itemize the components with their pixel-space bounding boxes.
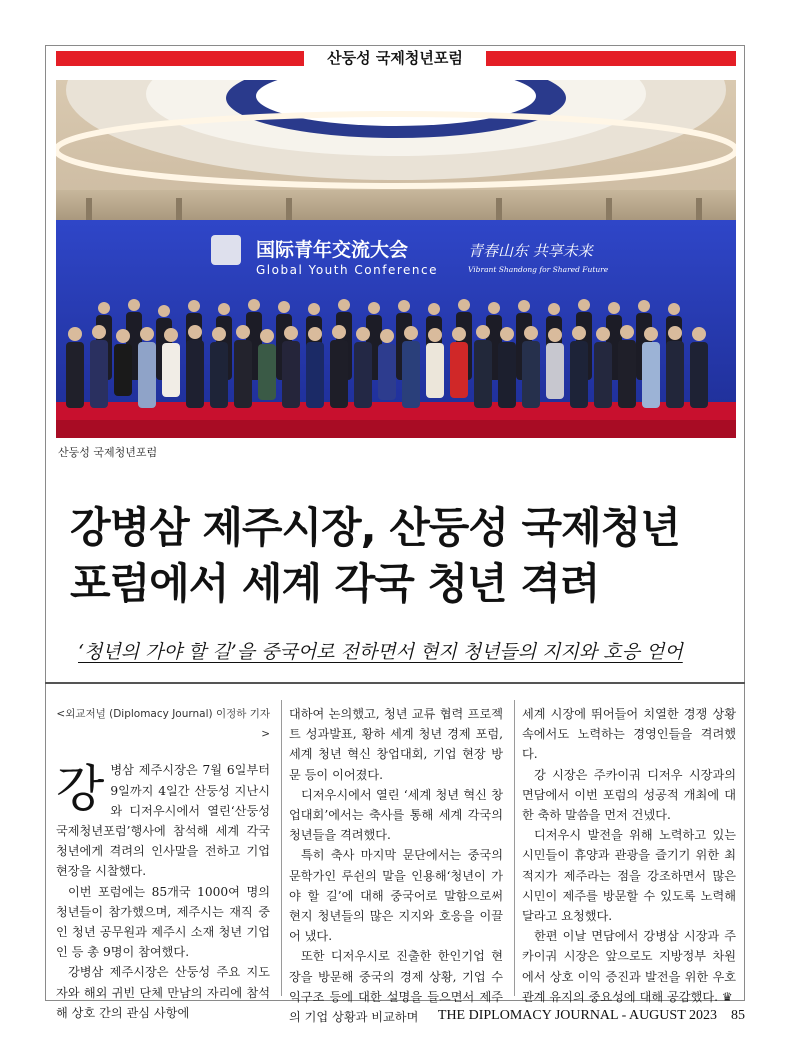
paragraph: 병삼 제주시장은 7월 6일부터 9일까지 4일간 산둥성 지난시와 디저우시에서 열린‘산둥성 국제청년포럼’행사에 참석해 세계 각국 청년에게 격려의 인사말을 전하고 기업 현장을 시찰했다. xyxy=(56,763,270,879)
paragraph: 대하여 논의했고, 청년 교류 협력 프로젝트 성과발표, 황하 세계 청년 경제 포럼, 세계 청년 혁신 창업대회, 기업 현장 방문 등이 이어졌다. xyxy=(289,707,503,782)
headline-line-2: 포럼에서 세계 각국 청년 격려 xyxy=(70,559,600,608)
paragraph: 강병삼 제주시장은 산둥성 주요 지도자와 해외 귀빈 단체 만남의 자리에 참석해 상호 간의 관심 사항에 xyxy=(56,965,270,1020)
article-column-1 xyxy=(56,704,270,1023)
banner-chinese-title: 国际青年交流大会 xyxy=(256,239,409,261)
paragraph: 또한 디저우시로 진출한 한인기업 현장을 방문해 중국의 경제 상황, 기업 수익구조 등에 대한 설명을 들으면서 제주의 기업 상황과 비교하며 xyxy=(289,949,503,1025)
section-bar-left xyxy=(56,51,304,66)
paragraph: 이번 포럼에는 85개국 1000여 명의 청년들이 참가했으며, 제주시는 재직 중인 청년 공무원과 제주시 소재 청년 기업인 등 총 9명이 참여했다. xyxy=(56,884,270,960)
section-title: 산둥성 국제청년포럼 xyxy=(327,49,463,67)
banner-slogan-en: Vibrant Shandong for Shared Future xyxy=(468,265,609,274)
article-column-2 xyxy=(289,704,503,1027)
paragraph: 디저우시에서 열린 ‘세계 청년 혁신 창업대회’에서는 축사를 통해 세계 각국의 청년들을 격려했다. xyxy=(289,787,503,843)
article-headline xyxy=(70,500,730,612)
event-photo xyxy=(56,80,736,438)
headline-line-1: 강병삼 제주시장, 산둥성 국제청년 xyxy=(70,503,680,552)
banner-english-title: Global Youth Conference xyxy=(256,263,438,277)
paragraph: 특히 축사 마지막 문단에서는 중국의 문학가인 루쉰의 말을 인용해‘청년이 가야 할 길’에 대해 중국어로 말함으로써 현지 청년들의 많은 지지와 호응을 이끌어 냈다. xyxy=(289,848,503,944)
page-footer: THE DIPLOMACY JOURNAL - AUGUST 2023 85 xyxy=(437,1008,745,1023)
article-column-3 xyxy=(522,704,736,1007)
article-subhead: ‘청년의 가야 할 길’을 중국어로 전하면서 현지 청년들의 지지와 호응 얻어 xyxy=(78,641,683,663)
photo-caption: 산둥성 국제청년포럼 xyxy=(58,446,158,459)
section-bar-right xyxy=(486,51,736,66)
paragraph xyxy=(522,926,736,1007)
end-mark-icon: ♛ xyxy=(721,989,733,1004)
column-divider xyxy=(281,700,282,996)
paragraph: 디저우시 발전을 위해 노력하고 있는 시민들이 휴양과 관광을 즐기기 위한 최적지가 제주라는 점을 강조하면서 많은 시민이 제주를 방문할 수 있도록 노력해 달라고 요청했다. xyxy=(522,828,736,924)
paragraph-text: 한편 이날 면담에서 강병삼 시장과 주카이궈 시장은 앞으로도 지방정부 차원에서 상호 이익 증진과 발전을 위한 우호관계 유지의 중요성에 대해 공감했다. xyxy=(522,929,736,1004)
headline-divider xyxy=(45,682,745,684)
drop-cap: 강 xyxy=(56,760,105,819)
paragraph: 강 시장은 주카이궈 디저우 시장과의 면담에서 이번 포럼의 성공적 개최에 대한 축하 말씀을 먼저 건넸다. xyxy=(522,767,736,823)
column-divider xyxy=(514,700,515,996)
byline: <외교저널 (Diplomacy Journal) 이정하 기자> xyxy=(56,708,270,741)
paragraph: 세계 시장에 뛰어들어 치열한 경쟁 상황 속에서도 노력하는 경영인들을 격려했다. xyxy=(522,707,736,762)
banner-slogan: 青春山东 共享未来 xyxy=(468,242,593,260)
